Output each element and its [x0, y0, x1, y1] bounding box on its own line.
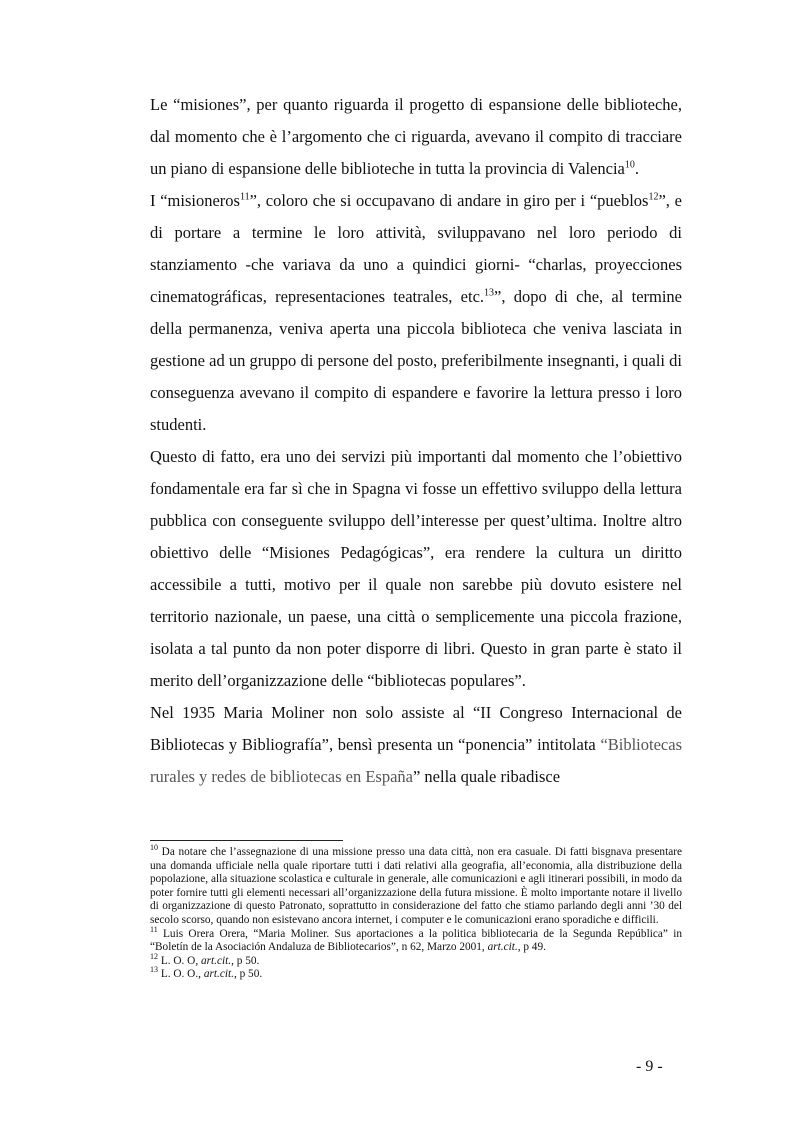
footnote-12 — [150, 951, 682, 969]
footnote-10 — [150, 843, 682, 928]
footnote-text-end: , p 49. — [517, 941, 546, 954]
footnote-text-end: , p 50. — [231, 954, 260, 967]
footnote-13 — [150, 965, 682, 982]
paragraph-3: Questo di fatto, era uno dei servizi più importanti dal momento che l’obiettivo fondamentale era far sì che in Spagna vi fosse un effettivo sviluppo della lettura pubblica con conseguente sviluppo dell’interesse per quest’ultima. Inoltre altro obiettivo delle “Misiones Pedagógicas”, era rendere la cultura un diritto accessibile a tutti, motivo per il quale non sarebbe più dovuto esistere nel territorio nazionale, un paese, una città o semplicemente una piccola frazione, isolata a tal punto da non poter disporre di libri. Questo in gran parte è stato il merito dell’organizzazione delle “bibliotecas populares”. — [150, 447, 682, 690]
paragraph-1-end: . — [634, 159, 639, 178]
footnote-number: 10 — [150, 843, 158, 853]
footnote-ref-12[interactable]: 12 — [648, 191, 659, 203]
footnote-italic: art.cit. — [203, 968, 234, 981]
paragraph-4-text-c: ” nella quale ribadisce — [412, 767, 561, 786]
footnote-italic: art.cit. — [487, 941, 518, 954]
paragraph-4 — [150, 697, 682, 793]
footnote-number: 11 — [150, 924, 158, 934]
paragraph-2-text-b: ”, coloro che si occupavano di andare in giro per i “pueblos — [249, 191, 649, 210]
footnote-number: 13 — [150, 965, 158, 975]
page-body — [150, 89, 682, 793]
footnote-text: Luis Orera Orera, “Maria Moliner. Sus aportaciones a la politica bibliotecaria de la Segunda República” in “Boletín de la Asociación Andaluza de Bibliotecarios”, n 62, Marzo 2001, — [150, 927, 682, 954]
footnote-number: 12 — [150, 951, 158, 961]
footnotes — [150, 843, 682, 982]
footnote-ref-13[interactable]: 13 — [484, 287, 495, 299]
page-number: - 9 - — [636, 1058, 663, 1075]
paragraph-2 — [150, 185, 682, 441]
paragraph-4-text-a: Nel 1935 Maria Moliner non solo assiste al “II Congreso Internacional de Bibliotecas y Bibliografía”, bensì presenta un “ponencia” intitolata — [150, 703, 682, 754]
footnote-text-end: , p 50. — [233, 968, 263, 981]
footnote-ref-10[interactable]: 10 — [624, 159, 635, 171]
paragraph-1 — [150, 89, 682, 185]
paragraph-1-text: Le “misiones”, per quanto riguarda il progetto di espansione delle biblioteche, dal momento che è l’argomento che ci riguarda, avevano il compito di tracciare un piano di espansione delle biblioteche in tutta la provincia di Valencia — [150, 95, 682, 178]
footnote-text: L. O. O, — [158, 954, 201, 967]
footnote-text: L. O. O., — [158, 968, 204, 981]
footnote-ref-11[interactable]: 11 — [239, 191, 250, 203]
paragraph-2-text-c: ”, e di portare a termine le loro attività, sviluppavano nel loro periodo di stanziamento -che variava da uno a quindici giorni- “charlas, proyecciones cinematográficas, representaciones teatrales, etc. — [150, 191, 682, 306]
paragraph-2-text-d: ”, dopo di che, al termine della permanenza, veniva aperta una piccola biblioteca che veniva lasciata in gestione ad un gruppo di persone del posto, preferibilmente insegnanti, i quali di conseguenza avevano il compito di espandere e favorire la lettura presso i loro studenti. — [150, 287, 683, 434]
footnote-separator — [150, 840, 343, 841]
footnote-text: Da notare che l’assegnazione di una missione presso una data città, non era casuale. Di fatti bisgnava presentare una domanda ufficiale nella quale riportare tutti i dati relativi alla geografia, all’economia, alla distribuzione della popolazione, alla situazione scolastica e culturale in generale, alle comunicazioni e agli itinerari possibili, in modo da poter fornire tutti gli elementi necessari all’organizzazione della futura missione. È molto importante notare il livello di organizzazione di questo Patronato, soprattutto in considerazione del fatto che stiamo parlando degli anni ’30 del secolo scorso, quando non esistevano ancora internet, i computer e le comunicazioni erano sporadiche e difficili. — [150, 846, 682, 926]
paragraph-4-title: “Bibliotecas rurales y redes de bibliotecas en España — [150, 735, 682, 786]
paragraph-2-text-a: I “misioneros — [150, 191, 240, 210]
footnote-11 — [150, 924, 682, 955]
footnote-italic: art.cit. — [201, 954, 232, 967]
